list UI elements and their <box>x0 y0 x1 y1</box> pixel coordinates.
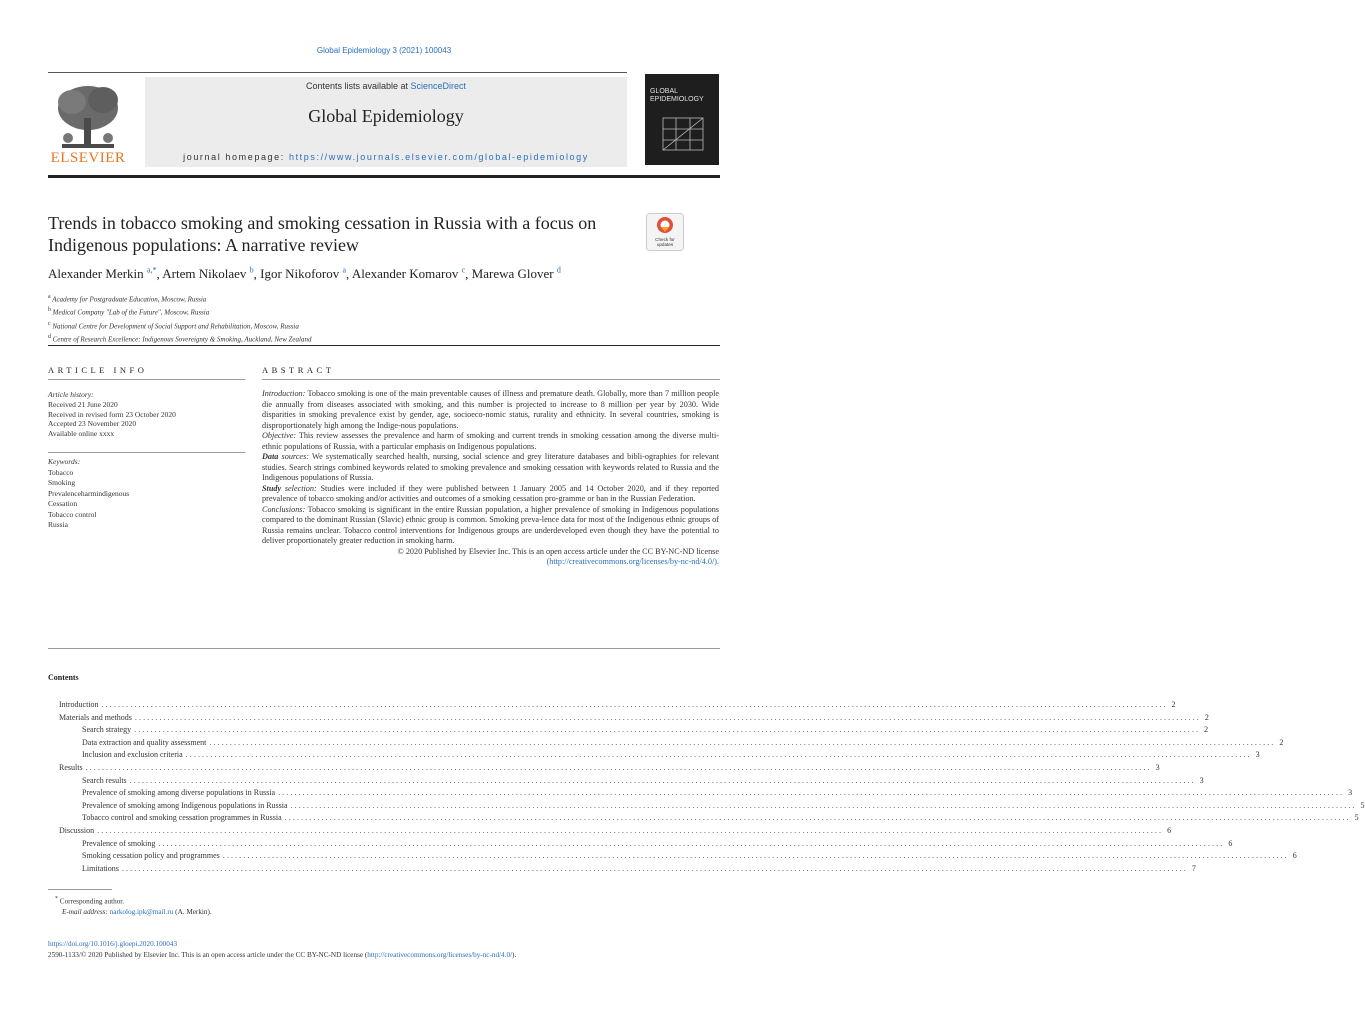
affiliation <box>48 332 311 345</box>
affiliation-mark: c <box>48 320 51 327</box>
toc-leader-dots: .................................................................................................................................................................................................................................................................... <box>284 813 1351 823</box>
toc-leader-dots: .................................................................................................................................................................................................................................................................... <box>97 825 1164 835</box>
toc-entry[interactable] <box>48 787 1353 800</box>
toc-leader-dots: .................................................................................................................................................................................................................................................................... <box>134 712 1201 722</box>
toc-leader-dots: .................................................................................................................................................................................................................................................................... <box>278 788 1345 798</box>
article-history <box>48 390 176 439</box>
keyword: Tobacco <box>48 467 74 477</box>
article-info-heading: ARTICLE INFO <box>48 365 148 375</box>
toc-entry[interactable] <box>48 838 1233 851</box>
section-label: Conclusions: <box>262 504 306 514</box>
affiliation-text: National Centre for Development of Social Support and Rehabilitation, Moscow, Russia <box>52 321 299 330</box>
keywords-rule <box>48 452 245 453</box>
toc-entry-label[interactable]: Discussion <box>59 825 97 838</box>
abstract-objective <box>262 431 719 452</box>
author[interactable] <box>352 266 465 281</box>
abstract-introduction <box>262 389 719 431</box>
article-info-rule <box>48 379 245 380</box>
toc-entry-label[interactable]: Tobacco control and smoking cessation programmes in Russia <box>82 812 285 825</box>
section-label-bold: Study <box>262 483 282 493</box>
journal-title: Global Epidemiology <box>308 106 464 126</box>
abstract-bottom-rule <box>48 648 720 649</box>
toc-entry[interactable] <box>48 737 1284 750</box>
elsevier-wordmark: ELSEVIER <box>50 150 126 166</box>
history-item: Received in revised form 23 October 2020 <box>48 409 176 419</box>
author-name: Artem Nikolaev <box>162 266 247 282</box>
author-name: Alexander Merkin <box>48 266 144 282</box>
issn-text: 2590-1133/© 2020 Published by Elsevier Inc. This is an open access article under the CC BY-NC-ND license ( <box>48 951 368 959</box>
banner-bottom-rule <box>48 175 720 178</box>
abstract-conclusions <box>262 505 719 547</box>
abstract-rule <box>262 379 720 380</box>
toc-leader-dots: .................................................................................................................................................................................................................................................................... <box>85 762 1152 772</box>
issn-end: ). <box>512 951 517 959</box>
homepage-prefix: journal homepage: <box>183 152 289 162</box>
toc-entry-page[interactable]: 6 <box>1228 838 1233 848</box>
toc-entry-label[interactable]: Prevalence of smoking among diverse populations in Russia <box>82 787 278 800</box>
email-label: E-mail address: <box>62 908 108 917</box>
history-item: Accepted 23 November 2020 <box>48 419 137 429</box>
section-text: Tobacco smoking is one of the main preventable causes of illness and premature death. Globally, more than 7 million people die annually from diseases associated with smoking, and this number is projected to increase to 8 million per year by 2030. Wide disparities in smoking prevalence exist by gender, age, socioeco-nomic status, rurality and ethnicity. In several countries, smoking is disproportionately high among the Indige-nous populations. <box>262 389 719 430</box>
keyword: Cessation <box>48 499 78 508</box>
keyword: Smoking <box>48 478 76 487</box>
homepage-link[interactable]: https://www.journals.elsevier.com/global-epidemiology <box>288 152 589 162</box>
author-affiliation-mark[interactable]: d <box>556 266 561 275</box>
abstract-body <box>262 389 719 568</box>
toc-entry-page[interactable]: 5 <box>1360 800 1365 810</box>
author-name: Marewa Glover <box>471 266 554 282</box>
affiliation-mark: a <box>48 294 51 300</box>
toc-leader-dots: .................................................................................................................................................................................................................................................................... <box>185 750 1252 760</box>
section-text: Studies were included if they were published between 1 January 2005 and 14 October 2020, and if they reported prevalence of tobacco smoking and/or activities and outcomes of a smoking cessation pro-gramme or ban in the Russian Federation. <box>262 483 720 503</box>
toc-entry-label[interactable]: Results <box>59 762 86 775</box>
toc-entry-page[interactable]: 6 <box>1167 825 1172 835</box>
toc-entry-label[interactable]: Smoking cessation policy and programmes <box>82 850 223 863</box>
affiliation-mark: d <box>48 333 51 340</box>
toc-entry-page[interactable]: 3 <box>1155 762 1160 772</box>
toc-entry[interactable] <box>48 762 1160 775</box>
journal-homepage-line <box>145 152 627 162</box>
toc-entry[interactable] <box>48 863 1196 876</box>
affiliation-text: Medical Company "Lab of the Future", Moscow, Russia <box>52 308 210 317</box>
toc-entry-page[interactable]: 2 <box>1204 712 1209 722</box>
author[interactable] <box>472 266 561 281</box>
affiliations <box>48 292 311 345</box>
table-of-contents <box>48 699 1365 875</box>
sciencedirect-link[interactable]: ScienceDirect <box>410 81 467 91</box>
toc-entry-page[interactable]: 6 <box>1292 851 1297 861</box>
toc-entry-page[interactable]: 2 <box>1204 725 1209 735</box>
toc-leader-dots: .................................................................................................................................................................................................................................................................... <box>209 737 1276 747</box>
corresponding-author-label: Corresponding author. <box>59 897 125 906</box>
footer-license-link[interactable]: http://creativecommons.org/licenses/by-nc-nd/4.0/ <box>367 951 513 959</box>
crossmark-line1: Check for <box>655 237 675 242</box>
cover-title: GLOBAL EPIDEMIOLOGY <box>650 88 704 103</box>
license-link[interactable]: (http://creativecommons.org/licenses/by-nc-nd/4.0/). <box>546 557 719 566</box>
toc-entry[interactable] <box>48 800 1365 813</box>
article-title: Trends in tobacco smoking and smoking cessation in Russia with a focus on Indigenous populations: A narrative review <box>48 213 597 255</box>
toc-entry-label[interactable]: Limitations <box>82 863 122 876</box>
affiliation-rule <box>48 345 720 346</box>
history-label: Article history: <box>48 390 94 399</box>
author[interactable] <box>48 266 156 281</box>
section-text: Tobacco smoking is significant in the entire Russian population, a higher prevalence of smoking in Indigenous populations compared to the dominant Russian (Slavic) ethnic group is common. Smoking preva-lence data for most of the Indigenous ethnic groups of Russia remains unclear. Tobacco control interventions for Indigenous groups are underdeveloped even though they have the potential to deliver proportionately greater reduction in smoking harm. <box>262 504 719 545</box>
toc-leader-dots: .................................................................................................................................................................................................................................................................... <box>290 800 1357 810</box>
toc-entry-label[interactable]: Materials and methods <box>59 712 135 725</box>
section-label: sources: <box>278 452 309 461</box>
footnote-mark: * <box>55 896 58 902</box>
abstract-heading: ABSTRACT <box>262 365 335 375</box>
toc-entry-label[interactable]: Search strategy <box>82 724 134 737</box>
banner-top-rule <box>48 72 627 73</box>
keyword: Tobacco control <box>48 509 97 519</box>
history-item: Available online xxxx <box>48 429 115 439</box>
keyword: Prevalenceharmindigenous <box>48 488 130 498</box>
journal-reference[interactable]: Global Epidemiology 3 (2021) 100043 <box>316 46 452 55</box>
journal-cover-thumbnail[interactable] <box>645 74 719 165</box>
toc-entry-page[interactable]: 7 <box>1191 863 1196 873</box>
cover-graphic <box>661 116 705 152</box>
toc-entry-label[interactable]: Data extraction and quality assessment <box>82 737 209 750</box>
toc-entry-label[interactable]: Search results <box>82 775 130 788</box>
section-label: selection: <box>281 483 317 493</box>
toc-entry-page[interactable]: 3 <box>1199 775 1204 785</box>
toc-entry[interactable] <box>48 850 1297 863</box>
toc-entry-label[interactable]: Introduction <box>59 699 102 712</box>
abstract-study-selection <box>262 484 719 505</box>
affiliation <box>48 305 311 318</box>
email-suffix: (A. Merkin). <box>173 908 212 917</box>
contents-heading: Contents <box>48 673 79 682</box>
author-list: Alexander Merkin $^{a,*}$, Artem Nikolaev $^b$, Igor Nikoforov $^a$, Alexander Komarov $^c$, Marewa Glover $^d$ <box>48 266 561 282</box>
toc-entry-page[interactable]: 3 <box>1255 750 1260 760</box>
toc-entry-label[interactable]: Prevalence of smoking among Indigenous populations in Russia <box>82 800 291 813</box>
abstract-data-sources <box>262 452 719 484</box>
affiliation-text: Academy for Postgraduate Education, Moscow, Russia <box>52 295 207 304</box>
toc-entry-label[interactable]: Prevalence of smoking <box>82 838 158 851</box>
section-text: This review assesses the prevalence and harm of smoking and current trends in smoking cessation among the diverse multi-ethnic populations of Russia, with a particular emphasis on Indigenous populations. <box>262 431 719 451</box>
section-text: We systematically searched health, nursing, social science and grey literature databases and bibli-ographies for relevant studies. Search strings combined keywords related to smoking prevalence and smoking cessation with keywords related to Russia and the Indigenous populations of Russia. <box>262 452 719 482</box>
toc-entry-page[interactable]: 3 <box>1348 788 1353 798</box>
contents-available-line <box>145 81 627 91</box>
copyright-notice <box>262 547 719 568</box>
toc-entry[interactable] <box>48 724 1209 737</box>
toc-leader-dots: .................................................................................................................................................................................................................................................................... <box>134 725 1201 735</box>
toc-entry-page[interactable]: 5 <box>1354 813 1359 823</box>
crossmark-line2: updates <box>656 242 674 247</box>
toc-entry[interactable] <box>48 825 1172 838</box>
section-label: Objective: <box>262 431 297 440</box>
toc-entry-page[interactable]: 2 <box>1171 700 1176 709</box>
check-for-updates-icon[interactable] <box>646 213 684 251</box>
keyword: Russia <box>48 520 69 529</box>
toc-leader-dots: .................................................................................................................................................................................................................................................................... <box>158 838 1225 848</box>
author-name: Igor Nikoforov <box>260 266 340 282</box>
toc-leader-dots: .................................................................................................................................................................................................................................................................... <box>121 863 1188 873</box>
affiliation <box>48 319 311 332</box>
author-affiliation-mark[interactable]: a <box>342 266 347 275</box>
author[interactable] <box>260 266 346 281</box>
toc-entry[interactable] <box>48 812 1359 825</box>
toc-entry-page[interactable]: 2 <box>1279 737 1284 747</box>
footnote-rule <box>48 889 112 890</box>
affiliation-mark: b <box>48 307 51 314</box>
copyright-text: © 2020 Published by Elsevier Inc. This is an open access article under the CC BY-NC-ND license <box>397 546 719 556</box>
history-item: Received 21 June 2020 <box>48 399 118 409</box>
keywords-label: Keywords: <box>48 457 81 466</box>
toc-entry-label[interactable]: Inclusion and exclusion criteria <box>82 749 186 762</box>
toc-entry[interactable] <box>48 775 1204 788</box>
toc-leader-dots: .................................................................................................................................................................................................................................................................... <box>101 700 1168 709</box>
doi-link[interactable]: https://doi.org/10.1016/j.gloepi.2020.100043 <box>48 940 178 948</box>
toc-entry[interactable] <box>48 699 1176 712</box>
section-label-bold: Data <box>262 452 279 461</box>
affiliation <box>48 292 311 305</box>
toc-entry[interactable] <box>48 712 1209 725</box>
author-name: Alexander Komarov <box>351 266 459 282</box>
author-affiliation-mark[interactable]: a,* <box>146 266 157 275</box>
toc-leader-dots: .................................................................................................................................................................................................................................................................... <box>129 775 1196 785</box>
keywords <box>48 457 129 531</box>
author[interactable] <box>162 266 253 281</box>
affiliation-text: Centre of Research Excellence: Indigenous Sovereignty & Smoking, Auckland, New Zealand <box>52 335 312 344</box>
contents-prefix: Contents lists available at <box>305 81 411 91</box>
corresponding-author-footnote <box>55 894 212 918</box>
author-affiliation-mark[interactable]: b <box>249 266 254 275</box>
toc-leader-dots: .................................................................................................................................................................................................................................................................... <box>222 851 1289 861</box>
section-label: Introduction: <box>262 389 306 398</box>
toc-entry[interactable] <box>48 749 1260 762</box>
email-link[interactable]: narkolog.ipk@mail.ru <box>109 908 174 917</box>
author-affiliation-mark[interactable]: c <box>461 266 466 275</box>
issn-license-line <box>48 951 516 959</box>
